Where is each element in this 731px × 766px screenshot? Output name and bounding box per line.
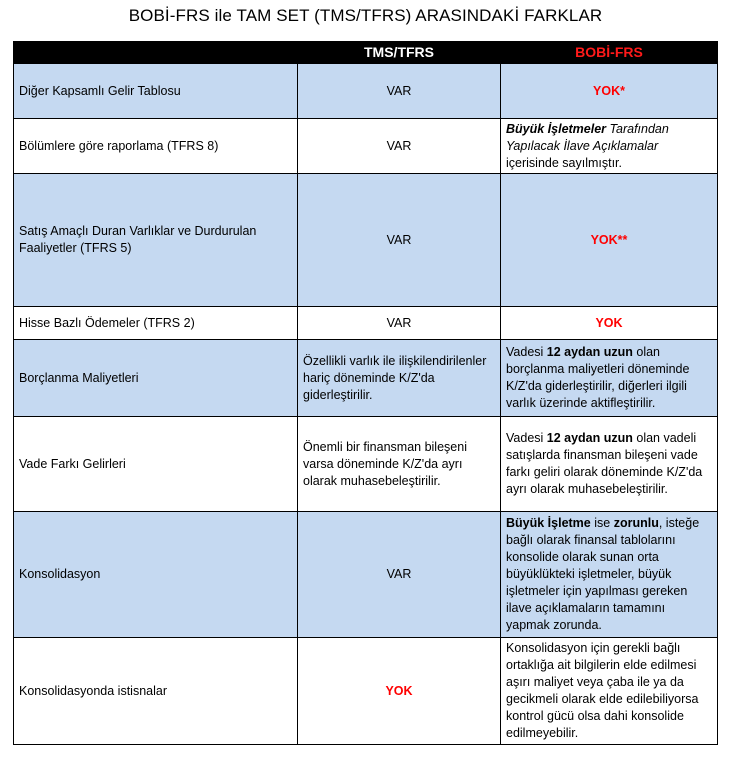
table-row xyxy=(14,638,718,745)
bobi-text: Vadesi xyxy=(506,345,547,359)
bobi-text: , isteğe bağlı olarak finansal tablolarını konsolide olarak sunan orta büyüklükteki işletmeler, büyük işletmeler için yapılması gereken ilave açıklamaların tamamını yapmak zorunda. xyxy=(506,516,700,632)
row-bobi-value: YOK** xyxy=(501,174,718,307)
table-row xyxy=(14,64,718,119)
row-tms-value: VAR xyxy=(298,307,501,340)
row-tms-value: YOK xyxy=(298,638,501,745)
row-topic: Bölümlere göre raporlama (TFRS 8) xyxy=(14,119,298,174)
bobi-text: Vadesi xyxy=(506,431,547,445)
bobi-text: içerisinde sayılmıştır. xyxy=(506,155,623,170)
row-topic: Vade Farkı Gelirleri xyxy=(14,417,298,512)
row-bobi-value: Konsolidasyon için gerekli bağlı ortaklığa ait bilgilerin elde edilmesi aşırı maliyet veya çaba ile ya da gecikmeli olarak elde edilebiliyorsa kontrol gücü olsa dahi konsolide edilmeyebilir. xyxy=(501,638,718,745)
table-row xyxy=(14,119,718,174)
bobi-emphasis: 12 aydan uzun xyxy=(546,345,633,359)
row-bobi-value xyxy=(501,417,718,512)
bobi-text: olan vadeli satışlarda finansman bileşeni vade farkı geliri olarak döneminde K/Z'da ayrı olarak muhasebeleştirilir. xyxy=(506,431,703,496)
row-tms-value: Özellikli varlık ile ilişkilendirilenler hariç döneminde K/Z'da giderleştirilir. xyxy=(298,340,501,417)
table-header-row xyxy=(14,42,718,64)
row-topic: Diğer Kapsamlı Gelir Tablosu xyxy=(14,64,298,119)
bobi-emphasis: Büyük İşletmeler xyxy=(506,121,607,136)
row-tms-value: Önemli bir finansman bileşeni varsa döneminde K/Z'da ayrı olarak muhasebeleştirilir. xyxy=(298,417,501,512)
row-topic: Hisse Bazlı Ödemeler (TFRS 2) xyxy=(14,307,298,340)
bobi-text: ise xyxy=(590,516,614,530)
bobi-italic-text: Tarafından Yapılacak İlave Açıklamalar xyxy=(506,121,669,153)
row-tms-value: VAR xyxy=(298,174,501,307)
row-topic: Konsolidasyonda istisnalar xyxy=(14,638,298,745)
bobi-emphasis: zorunlu xyxy=(613,516,659,530)
row-topic: Borçlanma Maliyetleri xyxy=(14,340,298,417)
row-bobi-value xyxy=(501,119,718,174)
header-topic xyxy=(14,42,298,64)
header-bobi-frs: BOBİ-FRS xyxy=(501,42,718,64)
row-topic: Konsolidasyon xyxy=(14,512,298,638)
row-topic: Satış Amaçlı Duran Varlıklar ve Durdurulan Faaliyetler (TFRS 5) xyxy=(14,174,298,307)
row-bobi-value: YOK* xyxy=(501,64,718,119)
page-title: BOBİ-FRS ile TAM SET (TMS/TFRS) ARASINDAKİ FARKLAR xyxy=(128,6,603,25)
row-tms-value: VAR xyxy=(298,512,501,638)
row-tms-value: VAR xyxy=(298,119,501,174)
bobi-text: olan borçlanma maliyetleri döneminde K/Z'da giderleştirilir, diğerleri ilgili varlık üzerinde aktifleştirilir. xyxy=(506,345,690,410)
row-tms-value: VAR xyxy=(298,64,501,119)
row-bobi-value xyxy=(501,512,718,638)
table-row xyxy=(14,174,718,307)
header-tms-tfrs: TMS/TFRS xyxy=(298,42,501,64)
table-row xyxy=(14,340,718,417)
comparison-table xyxy=(13,41,718,745)
row-bobi-value xyxy=(501,340,718,417)
row-bobi-value: YOK xyxy=(501,307,718,340)
bobi-emphasis: 12 aydan uzun xyxy=(546,431,633,445)
bobi-emphasis: Büyük İşletme xyxy=(506,516,591,530)
table-row xyxy=(14,307,718,340)
table-row xyxy=(14,417,718,512)
table-row xyxy=(14,512,718,638)
